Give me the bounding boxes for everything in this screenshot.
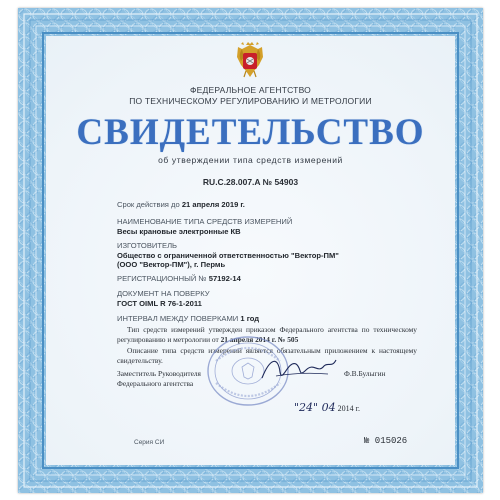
approval-date: 21 апреля 2014 г. № 505 xyxy=(220,334,299,344)
registry-label: РЕГИСТРАЦИОННЫЙ № xyxy=(117,274,207,283)
validity-label: Срок действия до xyxy=(117,200,180,209)
certificate-title: СВИДЕТЕЛЬСТВО xyxy=(76,112,425,153)
verification-doc-value: ГОСТ OIML R 76-1-2011 xyxy=(117,298,202,308)
series-label: Серия СИ xyxy=(134,439,165,446)
certificate-page xyxy=(18,8,483,493)
certificate-body xyxy=(46,36,455,465)
manufacturer-line-2: (ООО "Вектор-ПМ"), г. Пермь xyxy=(117,260,226,270)
manufacturer-field xyxy=(117,241,339,270)
registry-value: 57192-14 xyxy=(208,274,241,283)
signer-title xyxy=(117,369,201,388)
signer-name: Ф.В.Булыгин xyxy=(344,369,386,378)
interval-value: 1 год xyxy=(240,314,260,323)
russian-coat-of-arms-icon xyxy=(232,41,268,81)
interval-label: ИНТЕРВАЛ МЕЖДУ ПОВЕРКАМИ xyxy=(117,314,239,323)
agency-name xyxy=(46,85,455,106)
verification-doc-field xyxy=(117,289,210,308)
registry-field xyxy=(117,274,241,284)
interval-field xyxy=(117,314,259,324)
appendix-paragraph: Описание типа средств измерений является обязательным приложением к настоящему свидетельству. xyxy=(117,346,417,365)
issue-date-handwritten: "24" 04 xyxy=(294,401,336,414)
manufacturer-line-1: Общество с ограниченной ответственностью "Вектор-ПМ" xyxy=(117,250,339,260)
type-field xyxy=(117,217,292,236)
agency-line-2: ПО ТЕХНИЧЕСКОМУ РЕГУЛИРОВАНИЮ И МЕТРОЛОГИИ xyxy=(129,95,372,106)
registration-number: RU.C.28.007.A № 54903 xyxy=(202,177,299,187)
approval-text: Тип средств измерений утвержден приказом Федерального агентства по техническому регулированию и метрологии от xyxy=(117,325,417,344)
validity-value: 21 апреля 2019 г. xyxy=(181,200,245,209)
verification-doc-label: ДОКУМЕНТ НА ПОВЕРКУ xyxy=(117,289,210,298)
signer-title-line-1: Заместитель Руководителя xyxy=(117,369,201,378)
serial-number: № 015026 xyxy=(364,436,408,446)
handwritten-signature xyxy=(258,348,338,388)
issue-date xyxy=(294,401,360,414)
type-value: Весы крановые электронные КВ xyxy=(117,226,241,236)
type-label: НАИМЕНОВАНИЕ ТИПА СРЕДСТВ ИЗМЕРЕНИЙ xyxy=(117,217,293,226)
signer-title-line-2: Федерального агентства xyxy=(117,378,194,388)
manufacturer-label: ИЗГОТОВИТЕЛЬ xyxy=(117,241,178,250)
validity-field xyxy=(117,200,245,210)
issue-date-year: 2014 г. xyxy=(337,404,361,413)
agency-line-1: ФЕДЕРАЛЬНОЕ АГЕНТСТВО xyxy=(190,85,311,95)
certificate-subtitle: об утверждении типа средств измерений xyxy=(158,155,343,165)
